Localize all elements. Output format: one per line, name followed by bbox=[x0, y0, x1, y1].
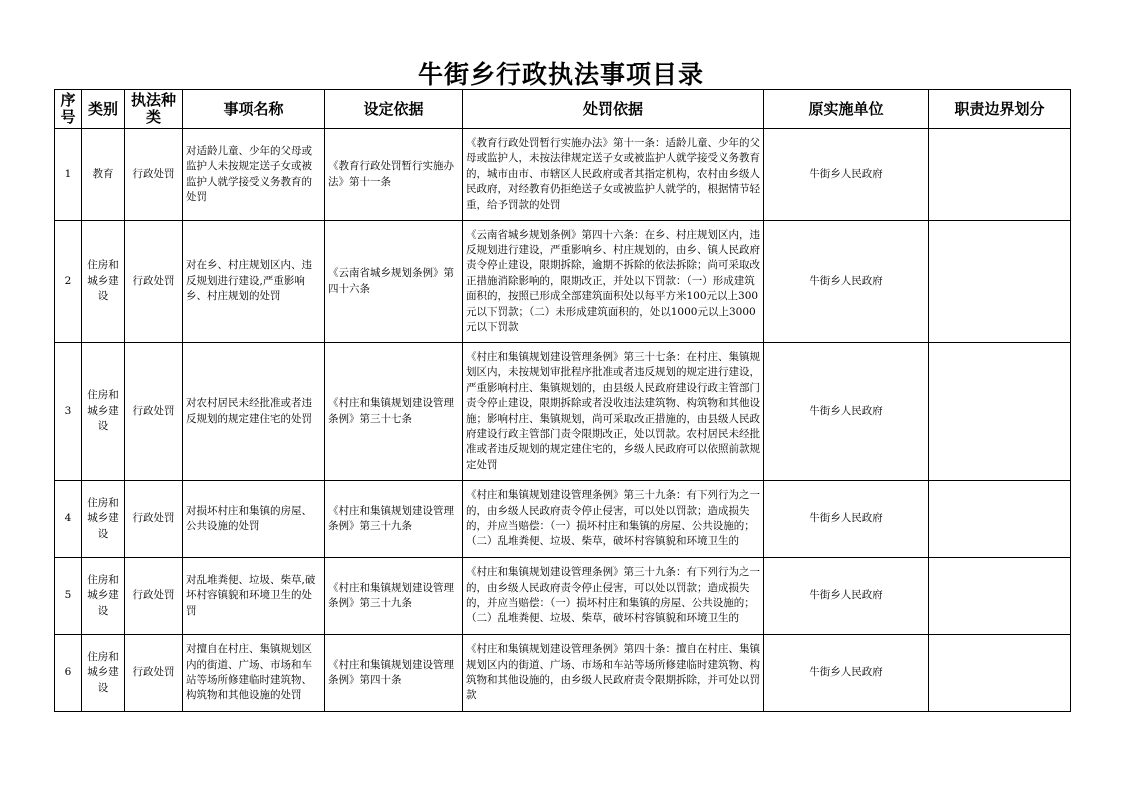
cell-boundary bbox=[929, 221, 1071, 343]
cell-unit: 牛街乡人民政府 bbox=[764, 635, 929, 712]
col-header-index: 序号 bbox=[55, 90, 82, 129]
cell-type: 行政处罚 bbox=[125, 481, 183, 558]
cell-index: 5 bbox=[55, 558, 82, 635]
cell-boundary bbox=[929, 129, 1071, 221]
table-row bbox=[55, 558, 1071, 635]
cell-type: 行政处罚 bbox=[125, 558, 183, 635]
col-header-category: 类别 bbox=[82, 90, 125, 129]
table-row bbox=[55, 129, 1071, 221]
cell-boundary bbox=[929, 558, 1071, 635]
cell-boundary bbox=[929, 635, 1071, 712]
cell-name: 对适龄儿童、少年的父母或监护人未按规定送子女或被监护人就学接受义务教育的处罚 bbox=[183, 129, 325, 221]
cell-index: 2 bbox=[55, 221, 82, 343]
cell-basis: 《教育行政处罚暂行实施办法》第十一条 bbox=[325, 129, 463, 221]
cell-category: 住房和城乡建设 bbox=[82, 635, 125, 712]
cell-penalty-basis: 《云南省城乡规划条例》第四十六条：在乡、村庄规划区内，违反规划进行建设，严重影响乡、村庄规划的，由乡、镇人民政府责令停止建设，限期拆除，逾期不拆除的依法拆除；尚可采取改正措施消除影响的，限期改正，并处以下罚款：（一）形成建筑面积的，按照已形成全部建筑面积处以每平方米100元以上300元以下罚款；（二）未形成建筑面积的，处以1000元以上3000元以下罚款 bbox=[463, 221, 764, 343]
cell-unit: 牛街乡人民政府 bbox=[764, 129, 929, 221]
cell-name: 对在乡、村庄规划区内、违反规划进行建设,严重影响乡、村庄规划的处罚 bbox=[183, 221, 325, 343]
page-title: 牛街乡行政执法事项目录 bbox=[417, 60, 704, 89]
cell-index: 4 bbox=[55, 481, 82, 558]
cell-index: 1 bbox=[55, 129, 82, 221]
table-row bbox=[55, 635, 1071, 712]
cell-category: 住房和城乡建设 bbox=[82, 343, 125, 481]
cell-penalty-basis: 《教育行政处罚暂行实施办法》第十一条：适龄儿童、少年的父母或监护人，未按法律规定送子女或被监护人就学接受义务教育的，城市由市、市辖区人民政府或者其指定机构，农村由乡级人民政府，对经教育仍拒绝送子女或被监护人就学的，根据情节轻重，给予罚款的处罚 bbox=[463, 129, 764, 221]
cell-basis: 《村庄和集镇规划建设管理条例》第三十九条 bbox=[325, 558, 463, 635]
cell-category: 住房和城乡建设 bbox=[82, 221, 125, 343]
cell-basis: 《村庄和集镇规划建设管理条例》第三十七条 bbox=[325, 343, 463, 481]
col-header-boundary: 职责边界划分 bbox=[929, 90, 1071, 129]
table-row bbox=[55, 221, 1071, 343]
table-header-row bbox=[55, 90, 1071, 129]
cell-name: 对农村居民未经批准或者违反规划的规定建住宅的处罚 bbox=[183, 343, 325, 481]
cell-boundary bbox=[929, 343, 1071, 481]
col-header-type: 执法种类 bbox=[125, 90, 183, 129]
cell-penalty-basis: 《村庄和集镇规划建设管理条例》第三十七条：在村庄、集镇规划区内，未按规划审批程序批准或者违反规划的规定进行建设，严重影响村庄、集镇规划的，由县级人民政府建设行政主管部门责令停止建设，限期拆除或者没收违法建筑物、构筑物和其他设施；影响村庄、集镇规划，尚可采取改正措施的，由县级人民政府建设行政主管部门责令限期改正，处以罚款。农村居民未经批准或者违反规划的规定建住宅的，乡级人民政府可以依照前款规定处罚 bbox=[463, 343, 764, 481]
cell-boundary bbox=[929, 481, 1071, 558]
cell-penalty-basis: 《村庄和集镇规划建设管理条例》第三十九条：有下列行为之一的，由乡级人民政府责令停止侵害，可以处以罚款；造成损失的，并应当赔偿：（一）损坏村庄和集镇的房屋、公共设施的；（二）乱堆粪便、垃圾、柴草，破坏村容镇貌和环境卫生的 bbox=[463, 481, 764, 558]
cell-penalty-basis: 《村庄和集镇规划建设管理条例》第三十九条：有下列行为之一的，由乡级人民政府责令停止侵害，可以处以罚款；造成损失的，并应当赔偿：（一）损坏村庄和集镇的房屋、公共设施的；（二）乱堆粪便、垃圾、柴草，破坏村容镇貌和环境卫生的 bbox=[463, 558, 764, 635]
table-row bbox=[55, 481, 1071, 558]
table-row bbox=[55, 343, 1071, 481]
col-header-penalty-basis: 处罚依据 bbox=[463, 90, 764, 129]
cell-unit: 牛街乡人民政府 bbox=[764, 221, 929, 343]
cell-unit: 牛街乡人民政府 bbox=[764, 481, 929, 558]
cell-type: 行政处罚 bbox=[125, 343, 183, 481]
cell-type: 行政处罚 bbox=[125, 221, 183, 343]
cell-name: 对损坏村庄和集镇的房屋、公共设施的处罚 bbox=[183, 481, 325, 558]
cell-name: 对擅自在村庄、集镇规划区内的街道、广场、市场和车站等场所修建临时建筑物、构筑物和其他设施的处罚 bbox=[183, 635, 325, 712]
cell-index: 3 bbox=[55, 343, 82, 481]
cell-basis: 《云南省城乡规划条例》第四十六条 bbox=[325, 221, 463, 343]
col-header-name: 事项名称 bbox=[183, 90, 325, 129]
cell-type: 行政处罚 bbox=[125, 129, 183, 221]
cell-index: 6 bbox=[55, 635, 82, 712]
col-header-unit: 原实施单位 bbox=[764, 90, 929, 129]
cell-category: 住房和城乡建设 bbox=[82, 558, 125, 635]
cell-unit: 牛街乡人民政府 bbox=[764, 558, 929, 635]
enforcement-catalog-table bbox=[54, 89, 1071, 712]
cell-penalty-basis: 《村庄和集镇规划建设管理条例》第四十条：擅自在村庄、集镇规划区内的街道、广场、市场和车站等场所修建临时建筑物、构筑物和其他设施的，由乡级人民政府责令限期拆除，并可处以罚款 bbox=[463, 635, 764, 712]
cell-name: 对乱堆粪便、垃圾、柴草,破坏村容镇貌和环境卫生的处罚 bbox=[183, 558, 325, 635]
col-header-basis: 设定依据 bbox=[325, 90, 463, 129]
cell-category: 住房和城乡建设 bbox=[82, 481, 125, 558]
cell-type: 行政处罚 bbox=[125, 635, 183, 712]
cell-basis: 《村庄和集镇规划建设管理条例》第四十条 bbox=[325, 635, 463, 712]
cell-category: 教育 bbox=[82, 129, 125, 221]
cell-unit: 牛街乡人民政府 bbox=[764, 343, 929, 481]
cell-basis: 《村庄和集镇规划建设管理条例》第三十九条 bbox=[325, 481, 463, 558]
